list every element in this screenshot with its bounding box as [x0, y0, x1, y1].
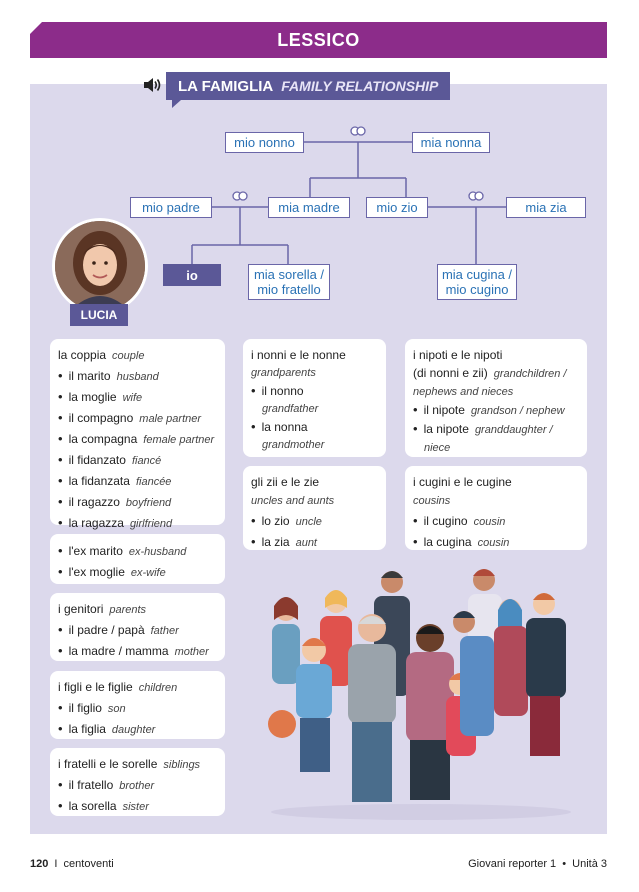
card-children-head: i figli e le figlie	[58, 680, 133, 694]
list-item: • il fratello brother	[58, 777, 155, 792]
tree-node-aunt: mia zia	[506, 197, 586, 218]
card-grandparents-head-en: grandparents	[251, 367, 316, 379]
tree-node-grandfather: mio nonno	[225, 132, 304, 153]
avatar-name-label: LUCIA	[70, 304, 128, 326]
list-item: • la moglie wife	[58, 389, 143, 404]
tree-node-grandmother: mia nonna	[412, 132, 490, 153]
footer-book-title: Giovani reporter 1	[468, 858, 557, 870]
footer-bullet: •	[562, 858, 567, 870]
tree-node-father: mio padre	[130, 197, 212, 218]
list-item: • la zia aunt	[251, 534, 317, 549]
card-grandparents-head: i nonni e le nonne	[251, 348, 346, 362]
ground-shadow	[271, 804, 571, 820]
page-number: 120	[30, 858, 49, 870]
list-item: • la nipote granddaughter /	[413, 421, 553, 436]
list-item: • la madre / mamma mother	[58, 643, 209, 658]
card-ex	[50, 534, 225, 584]
footer-page-info	[30, 858, 114, 870]
person-back-1	[272, 597, 300, 684]
card-couple-head: la coppia	[58, 348, 107, 362]
list-item: • il nonno	[251, 383, 304, 398]
page-word: centoventi	[63, 858, 114, 870]
card-cousins	[405, 466, 587, 550]
list-item: • la sorella sister	[58, 798, 149, 813]
list-item: • il compagno male partner	[58, 410, 202, 425]
sibling-line-2: mio fratello	[257, 282, 321, 297]
list-item: • la nonna	[251, 419, 308, 434]
section-title-en: FAMILY RELATIONSHIP	[281, 78, 439, 94]
list-item: • il marito husband	[58, 368, 159, 383]
card-grandchildren-head-1: i nipoti e le nipoti	[413, 348, 503, 362]
page-title: LESSICO	[277, 29, 360, 50]
tree-node-me: io	[163, 264, 221, 286]
tree-node-sibling	[248, 264, 330, 300]
card-cousins-head: i cugini e le cugine	[413, 475, 512, 489]
card-children-head-en: children	[138, 682, 178, 694]
card-cousins-head-en: cousins	[413, 495, 451, 507]
cousin-line-2: mio cugino	[445, 282, 509, 297]
person-back-6	[526, 593, 566, 756]
list-item: • il ragazzo boyfriend	[58, 494, 172, 509]
list-item: • l'ex moglie ex-wife	[58, 564, 166, 579]
list-item: • lo zio uncle	[251, 513, 322, 528]
list-item-translation: grandfather	[262, 403, 319, 415]
card-siblings-head: i fratelli e le sorelle	[58, 757, 158, 771]
list-item-translation: niece	[424, 442, 451, 454]
family-illustration	[256, 566, 586, 828]
list-item: • il fidanzato fiancé	[58, 452, 162, 467]
card-couple	[50, 339, 225, 530]
list-item: • il cugino cousin	[413, 513, 506, 528]
card-grandchildren-head-en-2: nephews and nieces	[413, 386, 514, 398]
card-parents-head-en: parents	[109, 604, 147, 616]
card-grandchildren	[405, 339, 587, 457]
list-item: • il figlio son	[58, 700, 126, 715]
list-item: • il padre / papà father	[58, 622, 179, 637]
section-title-it: LA FAMIGLIA	[178, 77, 274, 95]
list-item-translation: grandmother	[262, 439, 325, 451]
card-grandchildren-head-2: (di nonni e zii)	[413, 366, 488, 380]
card-couple-head-en: couple	[112, 350, 145, 362]
list-item: • la cugina cousin	[413, 534, 510, 549]
list-item: • la compagna female partner	[58, 431, 215, 446]
card-uncles-head-en: uncles and aunts	[251, 495, 335, 507]
person-back-5	[494, 599, 528, 716]
sibling-line-1: mia sorella /	[253, 267, 325, 282]
card-siblings-head-en: siblings	[163, 759, 201, 771]
footer-book-info	[468, 858, 607, 870]
footer-unit: Unità 3	[572, 858, 607, 870]
tree-node-uncle: mio zio	[366, 197, 428, 218]
lucia-portrait	[55, 221, 145, 311]
list-item: • l'ex marito ex-husband	[58, 543, 187, 558]
list-item: • la figlia daughter	[58, 721, 156, 736]
tree-node-mother: mia madre	[268, 197, 350, 218]
card-siblings	[50, 748, 225, 816]
card-parents	[50, 593, 225, 661]
card-grandparents	[243, 339, 386, 457]
tree-node-cousin	[437, 264, 517, 300]
card-uncles	[243, 466, 386, 550]
list-item: • il nipote grandson / nephew	[413, 402, 565, 417]
cousin-line-1: mia cugina /	[441, 267, 513, 282]
card-grandchildren-head-en-1: grandchildren /	[493, 368, 567, 380]
card-parents-head: i genitori	[58, 602, 104, 616]
list-item: • la fidanzata fiancée	[58, 473, 172, 488]
lucia-avatar	[52, 218, 148, 314]
list-item: • la ragazza girlfriend	[58, 515, 173, 530]
footer-separator: I	[54, 858, 58, 870]
card-children	[50, 671, 225, 739]
card-uncles-head: gli zii e le zie	[251, 475, 320, 489]
